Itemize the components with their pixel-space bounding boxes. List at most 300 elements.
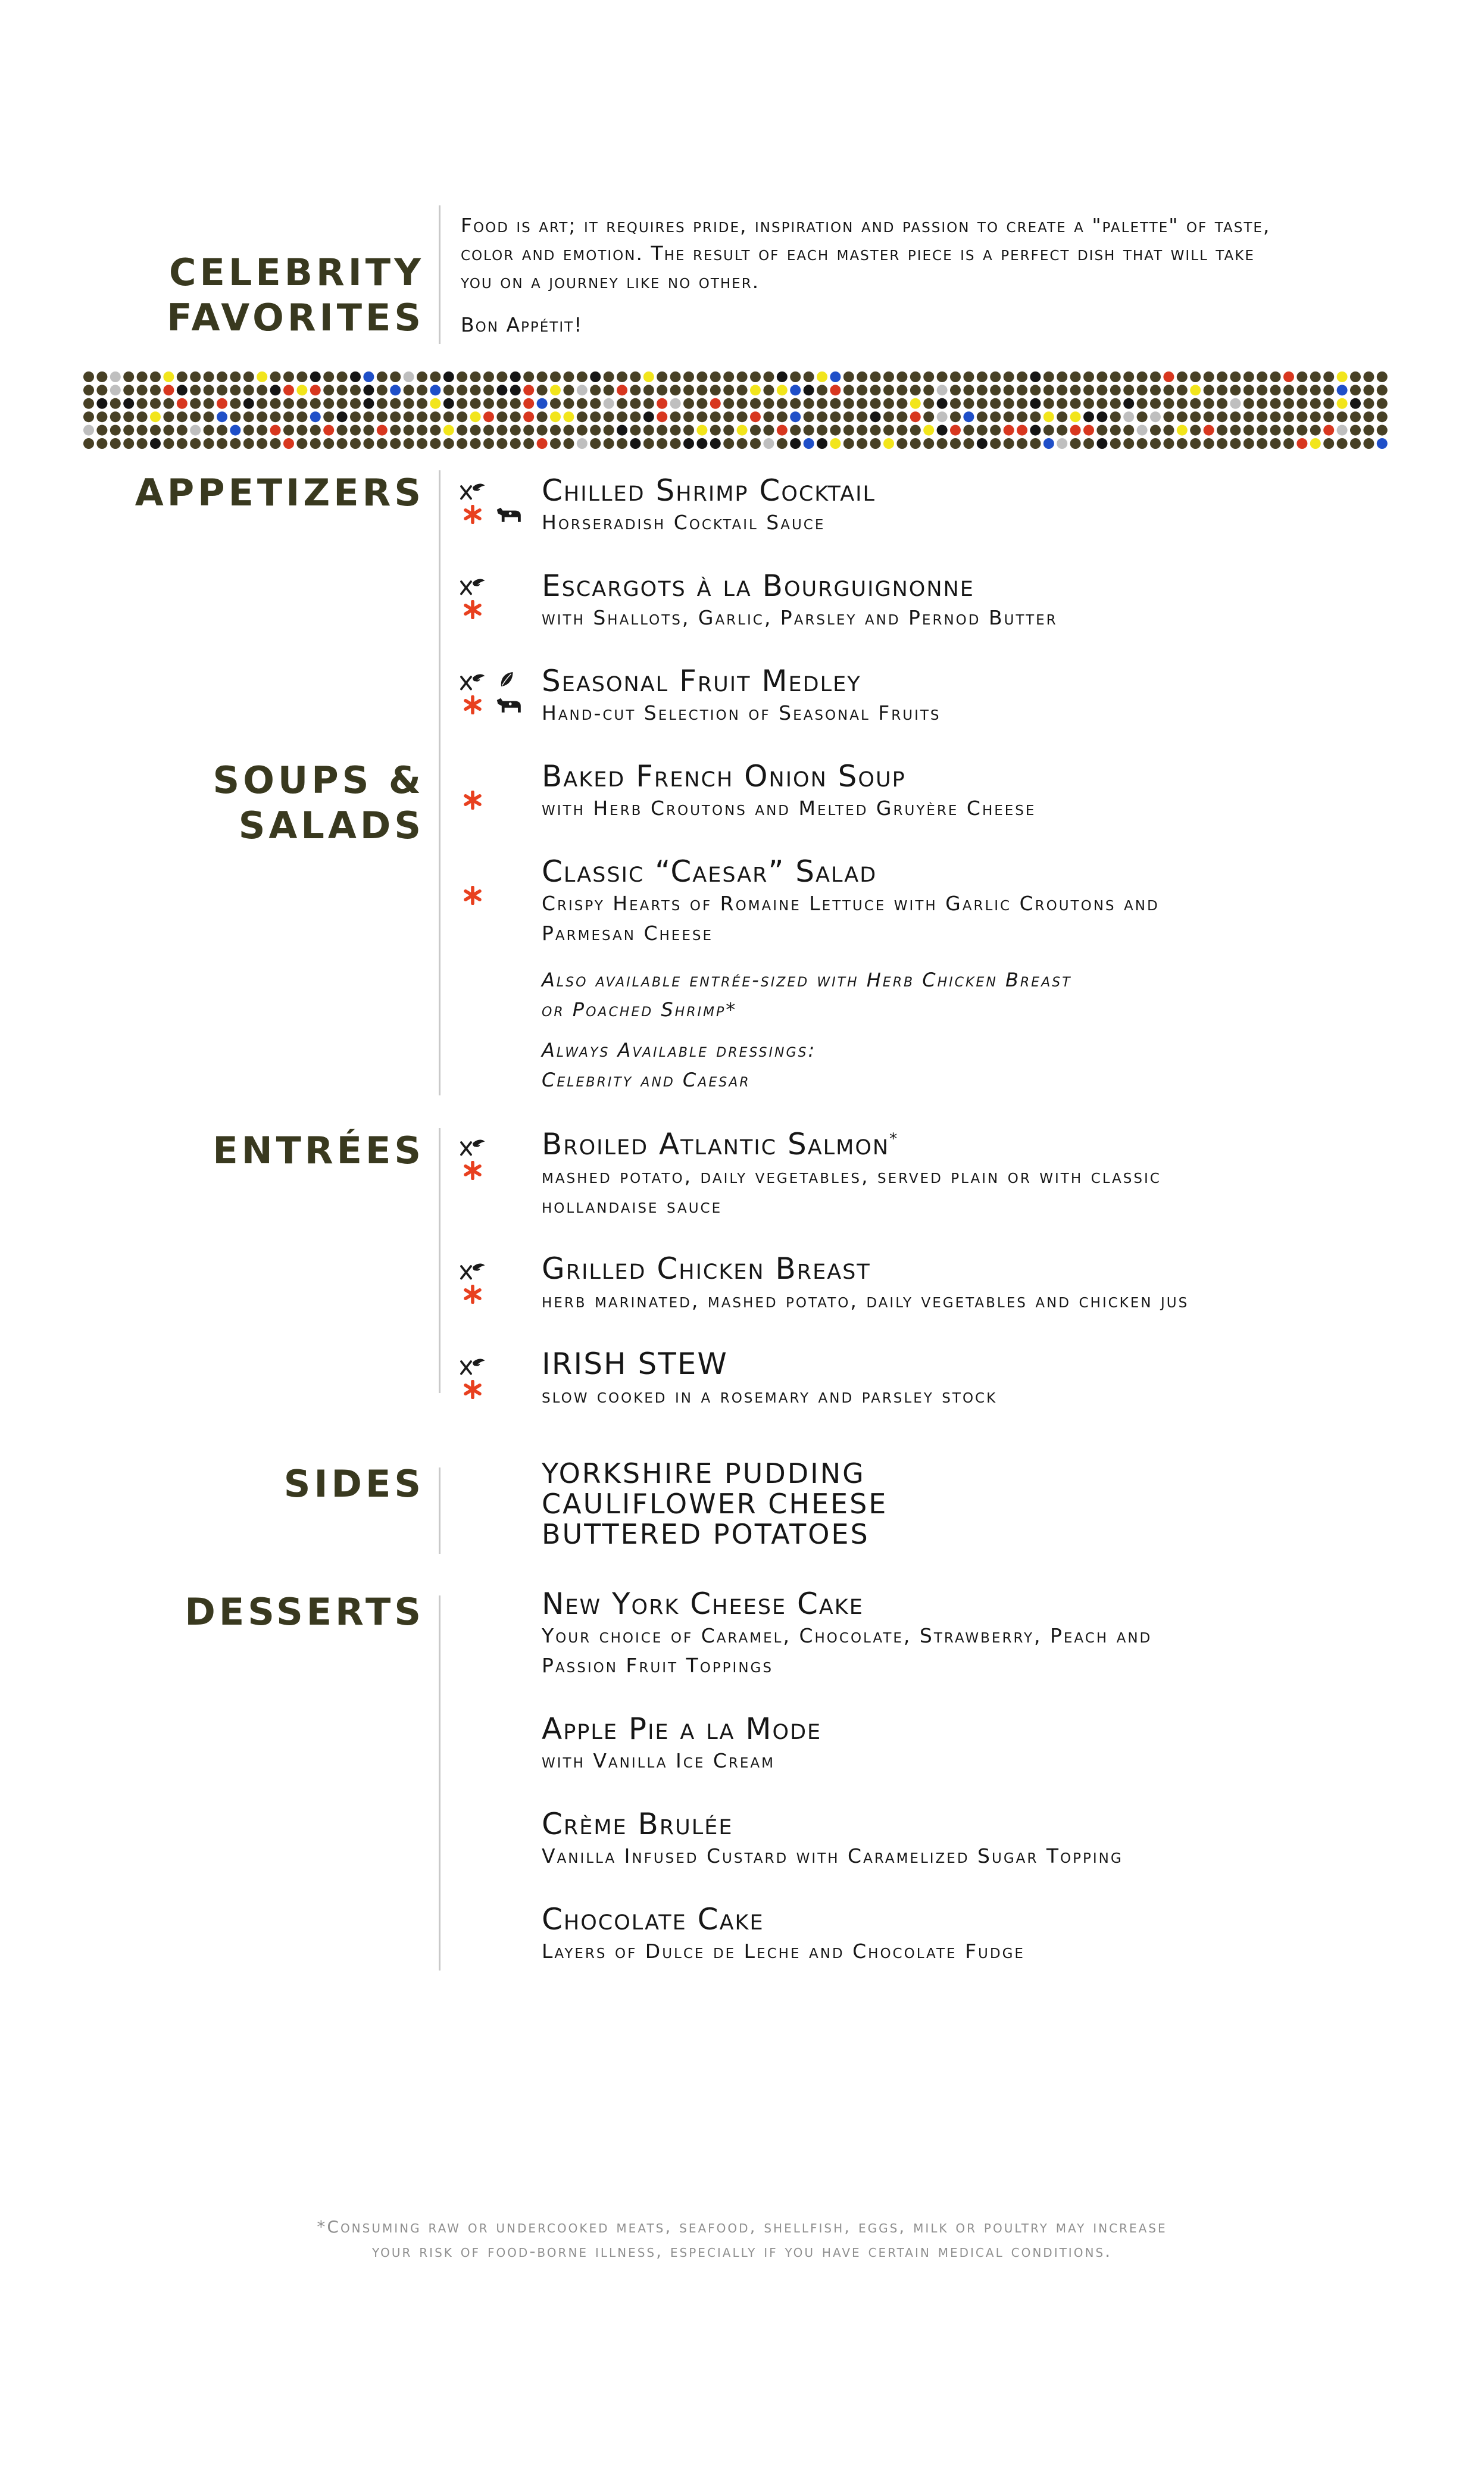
section-title-entrees: ENTRÉES xyxy=(213,1129,424,1172)
palette-dot xyxy=(1137,398,1148,409)
palette-dot xyxy=(857,425,867,436)
palette-dot xyxy=(550,398,561,409)
section-title-line: SOUPS & xyxy=(213,758,424,802)
palette-dot xyxy=(310,371,321,382)
palette-dot xyxy=(1070,425,1081,436)
palette-dot xyxy=(1296,438,1307,449)
divider-line xyxy=(439,205,440,344)
palette-dot xyxy=(323,398,334,409)
palette-dot xyxy=(323,371,334,382)
palette-dot xyxy=(643,398,654,409)
palette-dot xyxy=(1096,438,1107,449)
palette-dot xyxy=(1337,425,1348,436)
divider-line xyxy=(439,470,440,1095)
palette-dot xyxy=(763,385,774,395)
palette-dot xyxy=(657,398,667,409)
palette-dot xyxy=(404,398,414,409)
palette-dot xyxy=(537,385,548,395)
palette-dot xyxy=(150,385,161,395)
note-line: Always Available dressings: xyxy=(542,1039,817,1061)
palette-dot xyxy=(643,411,654,422)
palette-dot xyxy=(1230,385,1241,395)
palette-dot xyxy=(817,411,827,422)
palette-dot xyxy=(323,425,334,436)
palette-dot xyxy=(1350,385,1361,395)
palette-dot xyxy=(804,438,814,449)
palette-dot xyxy=(910,385,921,395)
palette-dot xyxy=(977,398,988,409)
palette-dot xyxy=(1057,385,1067,395)
food-safety-disclaimer xyxy=(0,2215,1484,2263)
palette-dot xyxy=(96,411,107,422)
dish-name: Grilled Chicken Breast xyxy=(542,1251,871,1286)
palette-dot xyxy=(296,371,307,382)
palette-dot xyxy=(363,425,374,436)
palette-dot xyxy=(190,371,201,382)
palette-dot xyxy=(457,425,467,436)
palette-dot xyxy=(150,411,161,422)
palette-dot xyxy=(683,385,694,395)
palette-dot xyxy=(1310,398,1321,409)
palette-dot xyxy=(563,385,574,395)
palette-dot xyxy=(1244,425,1254,436)
palette-dot xyxy=(496,411,507,422)
asterisk-icon xyxy=(463,505,482,524)
palette-dot xyxy=(1123,438,1134,449)
palette-dot xyxy=(363,385,374,395)
palette-dot xyxy=(150,371,161,382)
palette-dot xyxy=(390,438,401,449)
palette-dot xyxy=(270,398,281,409)
palette-dot xyxy=(190,438,201,449)
palette-dot xyxy=(1363,398,1374,409)
palette-dot xyxy=(657,371,667,382)
palette-dot xyxy=(1017,385,1027,395)
wine-pairing-icon xyxy=(460,576,486,598)
palette-dot xyxy=(577,438,588,449)
palette-dot xyxy=(1004,371,1014,382)
palette-dot xyxy=(1230,398,1241,409)
palette-dot xyxy=(777,425,788,436)
palette-dot xyxy=(723,371,734,382)
palette-dot xyxy=(1123,398,1134,409)
palette-dot xyxy=(1283,371,1294,382)
palette-dot xyxy=(1230,371,1241,382)
palette-dot xyxy=(1030,371,1041,382)
palette-dot xyxy=(537,411,548,422)
palette-dot xyxy=(404,371,414,382)
dish-name: Seasonal Fruit Medley xyxy=(542,664,861,698)
palette-dot xyxy=(1110,385,1121,395)
disclaimer-line: *Consuming raw or undercooked meats, seafood, shellfish, eggs, milk or poultry may increase xyxy=(317,2217,1167,2237)
palette-dot xyxy=(657,385,667,395)
palette-dot xyxy=(1070,398,1081,409)
palette-dot xyxy=(1017,438,1027,449)
palette-dot xyxy=(510,425,521,436)
palette-dot-band xyxy=(82,370,1392,460)
palette-dot xyxy=(777,385,788,395)
palette-dot xyxy=(817,371,827,382)
palette-dot xyxy=(110,398,121,409)
palette-dot xyxy=(457,438,467,449)
asterisk-icon xyxy=(463,791,482,810)
palette-dot xyxy=(763,398,774,409)
palette-dot xyxy=(1204,411,1214,422)
palette-dot xyxy=(1377,385,1388,395)
palette-dot xyxy=(163,425,174,436)
palette-dot xyxy=(1337,438,1348,449)
palette-dot xyxy=(496,425,507,436)
palette-dot xyxy=(390,425,401,436)
sides-list xyxy=(542,1459,888,1550)
menu-item xyxy=(542,854,1458,1095)
palette-dot xyxy=(563,411,574,422)
palette-dot xyxy=(630,438,641,449)
palette-dot xyxy=(1004,385,1014,395)
palette-dot xyxy=(523,411,534,422)
palette-dot xyxy=(723,411,734,422)
palette-dot xyxy=(710,398,721,409)
palette-dot xyxy=(963,411,974,422)
palette-dot xyxy=(604,411,614,422)
palette-dot xyxy=(1204,438,1214,449)
palette-dot xyxy=(83,438,94,449)
palette-dot xyxy=(190,385,201,395)
palette-dot xyxy=(550,438,561,449)
palette-dot xyxy=(937,398,948,409)
palette-dot xyxy=(804,371,814,382)
palette-dot xyxy=(590,411,601,422)
palette-dot xyxy=(430,371,440,382)
palette-dot xyxy=(243,371,254,382)
palette-dot xyxy=(1190,398,1201,409)
palette-dot xyxy=(790,438,801,449)
intro-line: you on a journey like no other. xyxy=(461,270,760,293)
section-title-desserts: DESSERTS xyxy=(185,1590,424,1634)
palette-dot xyxy=(377,438,388,449)
palette-dot xyxy=(390,371,401,382)
palette-dot xyxy=(990,371,1001,382)
palette-dot xyxy=(1044,398,1054,409)
palette-dot xyxy=(1377,371,1388,382)
menu-item xyxy=(542,1902,1458,1966)
palette-dot xyxy=(990,425,1001,436)
dish-name: Chocolate Cake xyxy=(542,1902,764,1937)
dish-name-text: Broiled Atlantic Salmon xyxy=(542,1127,890,1161)
cow-icon xyxy=(494,505,523,524)
palette-dot xyxy=(590,371,601,382)
palette-dot xyxy=(777,411,788,422)
palette-dot xyxy=(350,398,361,409)
palette-dot xyxy=(243,385,254,395)
palette-dot xyxy=(123,385,134,395)
palette-dot xyxy=(510,411,521,422)
dish-description: Passion Fruit Toppings xyxy=(542,1654,773,1677)
palette-dot xyxy=(1310,438,1321,449)
palette-dot xyxy=(1257,411,1267,422)
divider-line xyxy=(439,1467,440,1554)
palette-dot xyxy=(270,385,281,395)
divider-line xyxy=(439,1595,440,1971)
palette-dot xyxy=(1363,438,1374,449)
palette-dot xyxy=(1310,371,1321,382)
palette-dot xyxy=(1310,385,1321,395)
palette-dot xyxy=(696,398,707,409)
palette-dot xyxy=(1070,385,1081,395)
palette-dot xyxy=(1123,411,1134,422)
palette-dot xyxy=(470,425,481,436)
palette-dot xyxy=(630,411,641,422)
palette-dot xyxy=(163,385,174,395)
palette-dot xyxy=(1230,438,1241,449)
palette-dot xyxy=(257,425,267,436)
palette-dot xyxy=(657,438,667,449)
palette-dot xyxy=(1083,385,1094,395)
palette-dot xyxy=(177,385,188,395)
palette-dot xyxy=(1177,371,1188,382)
palette-dot xyxy=(443,438,454,449)
palette-dot xyxy=(950,425,961,436)
palette-dot xyxy=(190,411,201,422)
palette-dot xyxy=(590,425,601,436)
menu-item xyxy=(542,1347,1458,1411)
palette-dot xyxy=(1270,398,1281,409)
palette-dot xyxy=(723,385,734,395)
palette-dot xyxy=(337,398,348,409)
palette-dot xyxy=(963,371,974,382)
palette-dot xyxy=(643,425,654,436)
palette-dot xyxy=(870,411,881,422)
palette-dot xyxy=(137,371,148,382)
palette-dot xyxy=(696,371,707,382)
palette-dot xyxy=(750,385,761,395)
section-title-celebrity-favorites xyxy=(167,250,424,341)
palette-dot xyxy=(296,438,307,449)
palette-dot xyxy=(790,371,801,382)
palette-dot xyxy=(1110,438,1121,449)
palette-dot xyxy=(283,371,294,382)
palette-dot xyxy=(590,438,601,449)
palette-dot xyxy=(617,398,627,409)
palette-dot xyxy=(1270,411,1281,422)
palette-dot xyxy=(323,438,334,449)
footnote-mark: * xyxy=(889,1130,899,1148)
palette-dot xyxy=(1150,438,1161,449)
palette-dot xyxy=(1363,425,1374,436)
palette-dot xyxy=(630,371,641,382)
side-item: CAULIFLOWER CHEESE xyxy=(542,1488,888,1520)
palette-dot xyxy=(883,425,894,436)
palette-dot xyxy=(1163,425,1174,436)
section-title-line: FAVORITES xyxy=(167,296,424,339)
palette-dot xyxy=(470,398,481,409)
palette-dot xyxy=(1030,438,1041,449)
section-title-line: SALADS xyxy=(238,804,424,847)
palette-dot xyxy=(1283,425,1294,436)
palette-dot xyxy=(1310,425,1321,436)
palette-dot xyxy=(377,411,388,422)
palette-dot xyxy=(470,411,481,422)
palette-dot xyxy=(1323,398,1334,409)
palette-dot xyxy=(1337,411,1348,422)
palette-dot xyxy=(1363,371,1374,382)
palette-dot xyxy=(1030,385,1041,395)
palette-dot xyxy=(977,411,988,422)
palette-dot xyxy=(363,371,374,382)
palette-dot xyxy=(1004,438,1014,449)
palette-dot xyxy=(710,425,721,436)
menu-item xyxy=(542,1587,1458,1681)
palette-dot xyxy=(417,385,427,395)
palette-dot xyxy=(110,385,121,395)
palette-dot xyxy=(217,438,227,449)
palette-dot xyxy=(1230,411,1241,422)
intro-line: color and emotion. The result of each master piece is a perfect dish that will take xyxy=(461,242,1255,265)
palette-dot xyxy=(577,425,588,436)
palette-dot xyxy=(363,398,374,409)
palette-dot xyxy=(870,398,881,409)
palette-dot xyxy=(830,371,841,382)
palette-dot xyxy=(670,425,681,436)
palette-dot xyxy=(496,438,507,449)
palette-dot xyxy=(830,398,841,409)
intro-line: Food is art; it requires pride, inspiration and passion to create a "palette" of taste, xyxy=(461,214,1271,237)
palette-dot xyxy=(896,438,907,449)
palette-dot xyxy=(510,371,521,382)
palette-dot xyxy=(937,371,948,382)
palette-dot xyxy=(1217,371,1227,382)
palette-dot xyxy=(617,371,627,382)
dish-name: Chilled Shrimp Cocktail xyxy=(542,473,876,508)
palette-dot xyxy=(1270,385,1281,395)
palette-dot xyxy=(710,411,721,422)
palette-dot xyxy=(1337,385,1348,395)
palette-dot xyxy=(563,371,574,382)
palette-dot xyxy=(1244,398,1254,409)
palette-dot xyxy=(1110,425,1121,436)
wine-pairing-icon xyxy=(460,1261,486,1283)
palette-dot xyxy=(230,411,240,422)
palette-dot xyxy=(670,411,681,422)
dish-description: Parmesan Cheese xyxy=(542,922,713,945)
palette-dot xyxy=(430,385,440,395)
palette-dot xyxy=(843,385,854,395)
palette-dot xyxy=(390,385,401,395)
palette-dot xyxy=(1377,398,1388,409)
palette-dot xyxy=(710,385,721,395)
palette-dot xyxy=(1177,411,1188,422)
menu-item xyxy=(542,664,1458,728)
palette-dot xyxy=(750,438,761,449)
palette-dot xyxy=(483,398,494,409)
palette-dot xyxy=(470,371,481,382)
palette-dot xyxy=(1204,425,1214,436)
palette-dot xyxy=(310,398,321,409)
palette-dot xyxy=(150,398,161,409)
palette-dot xyxy=(577,398,588,409)
palette-dot xyxy=(750,371,761,382)
palette-dot xyxy=(870,371,881,382)
palette-dot xyxy=(1350,398,1361,409)
palette-dot xyxy=(963,425,974,436)
palette-dot xyxy=(1123,425,1134,436)
palette-dot xyxy=(990,438,1001,449)
palette-dot xyxy=(977,385,988,395)
palette-dot xyxy=(817,425,827,436)
palette-dot xyxy=(1083,411,1094,422)
palette-dot xyxy=(604,398,614,409)
palette-dot xyxy=(737,371,748,382)
note-line: or Poached Shrimp* xyxy=(542,998,738,1021)
palette-dot xyxy=(883,371,894,382)
palette-dot xyxy=(923,425,934,436)
palette-dot xyxy=(404,438,414,449)
palette-dot xyxy=(230,385,240,395)
palette-dot xyxy=(617,425,627,436)
palette-dot xyxy=(337,385,348,395)
palette-dot xyxy=(950,411,961,422)
palette-dot xyxy=(1190,411,1201,422)
palette-dot xyxy=(217,411,227,422)
palette-dot xyxy=(296,398,307,409)
palette-dot xyxy=(1244,371,1254,382)
palette-dot xyxy=(617,411,627,422)
palette-dot xyxy=(1270,371,1281,382)
palette-dot xyxy=(230,398,240,409)
palette-dot xyxy=(1057,411,1067,422)
palette-dot xyxy=(723,398,734,409)
palette-dot xyxy=(683,425,694,436)
palette-dot xyxy=(204,411,214,422)
palette-dot xyxy=(283,438,294,449)
palette-dot xyxy=(750,411,761,422)
palette-dot xyxy=(737,438,748,449)
palette-dot xyxy=(550,411,561,422)
wine-pairing-icon xyxy=(460,481,486,503)
leaf-icon xyxy=(498,670,516,688)
palette-dot xyxy=(1030,411,1041,422)
palette-dot xyxy=(883,398,894,409)
palette-dot xyxy=(1283,398,1294,409)
palette-dot xyxy=(1310,411,1321,422)
palette-dot xyxy=(537,371,548,382)
palette-dot xyxy=(363,438,374,449)
palette-dot xyxy=(590,385,601,395)
palette-dot xyxy=(643,438,654,449)
palette-dot xyxy=(1163,385,1174,395)
palette-dot xyxy=(1204,398,1214,409)
palette-dot xyxy=(577,411,588,422)
palette-dot xyxy=(696,425,707,436)
palette-dot xyxy=(937,438,948,449)
asterisk-icon xyxy=(463,695,482,714)
palette-dot xyxy=(577,371,588,382)
palette-dot xyxy=(937,425,948,436)
palette-dot xyxy=(1323,438,1334,449)
palette-dot xyxy=(1150,411,1161,422)
palette-dot xyxy=(96,425,107,436)
palette-dot xyxy=(1204,371,1214,382)
palette-dot xyxy=(1017,425,1027,436)
palette-dot xyxy=(1323,385,1334,395)
palette-dot xyxy=(843,425,854,436)
palette-dot xyxy=(523,425,534,436)
dish-name: Classic “Caesar” Salad xyxy=(542,854,877,889)
palette-dot xyxy=(1110,398,1121,409)
palette-dot xyxy=(550,425,561,436)
palette-dot xyxy=(83,371,94,382)
palette-dot xyxy=(977,371,988,382)
